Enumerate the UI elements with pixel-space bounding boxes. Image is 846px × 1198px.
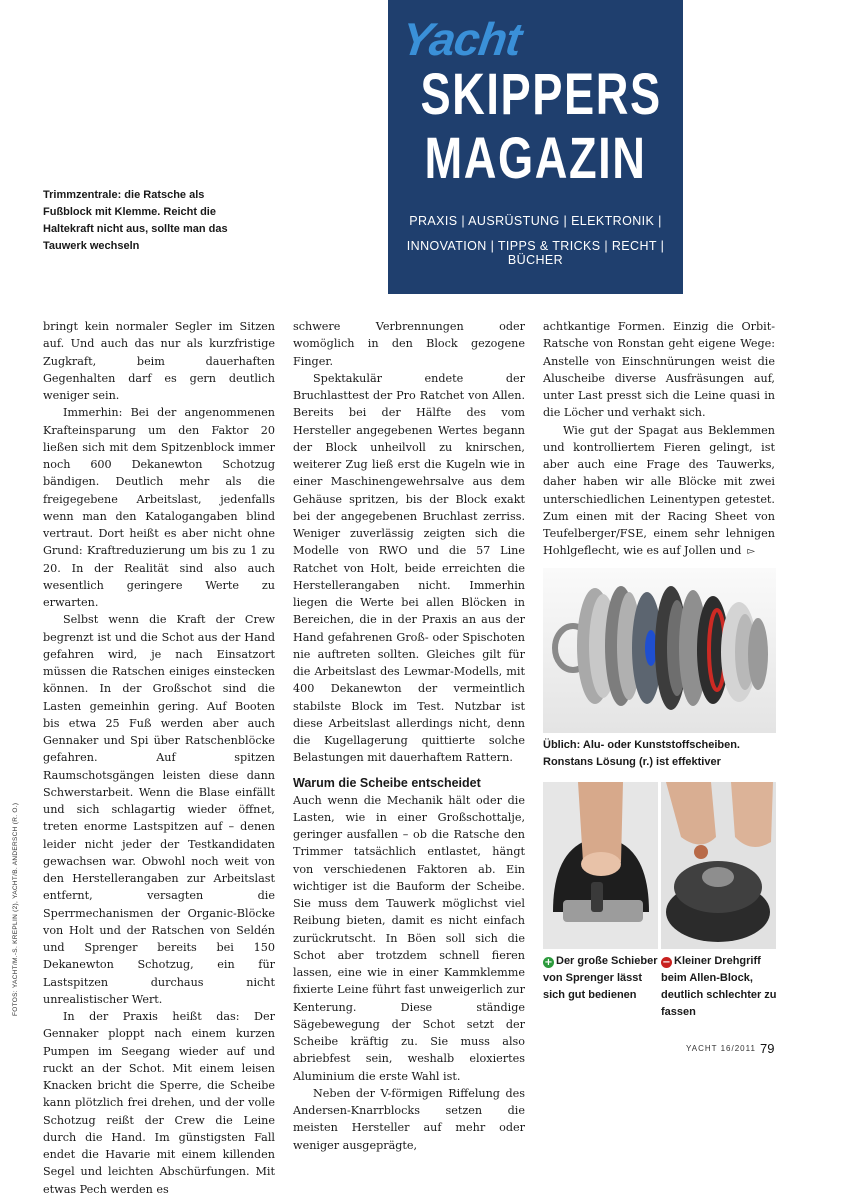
paragraph-text: Wie gut der Spagat aus Beklemmen und kontrolliertem Fieren gelingt, ist aber auch eine Frage des Tauwerks, daher haben wir alle Blöcke mit zwei unterschiedlichen Leinentypen getestet. Zum einen mit der Racing Sheet von Teufelberger/FSE, einem sehr lehnigen Hohlgeflecht, wie es auf Jollen und — [543, 423, 775, 558]
slider-illustration — [543, 782, 658, 949]
paragraph: Selbst wenn die Kraft der Crew begrenzt ist und die Schot aus der Hand gefahren wird, je nach Einsatzort müssen die Ratschen einiges einstecken können. In der Großschot sind die Lasten gemeinhin gering. Auf Booten bis etwa 25 Fuß werden aber auch Gennaker und Spi über Ratschenblöcke gefahren. Auf spitzen Raumschotsgängen leisten diese dann Schwerstarbeit. Wenn die Blase einfällt und sich schlagartig wieder öffnet, treten enorme Lastspitzen auf – denen leider nicht jeder der Testkandidaten gewachsen war. Obwohl noch weit von den Herstellerangaben zur Arbeitslast entfernt, versagten die Sperrmechanismen der Organic-Blöcke von Holt und der Ratschen von Seldén und Sprenger bereits bei 150 Dekanewton Schotzug, ein für Lastspitzen durchaus nicht unrealistischer Wert. — [43, 613, 275, 1006]
paragraph: Neben der V-förmigen Riffelung des Andersen-Knarrblocks setzen die meisten Hersteller auf mehr oder weniger ausgeprägte, — [293, 1086, 525, 1152]
continue-arrow-icon: ▻ — [747, 546, 756, 558]
section-heading: Warum die Scheibe entscheidet — [293, 775, 481, 790]
yacht-logo: Yacht — [398, 13, 525, 65]
caption-minus — [661, 953, 779, 1021]
magazine-masthead — [388, 0, 683, 294]
paragraph: schwere Verbrennungen oder womöglich in den Block gezogene Finger. — [293, 320, 525, 368]
caption-sheaves: Üblich: Alu- oder Kunststoffscheiben. Ronstans Lösung (r.) ist effektiver — [543, 739, 740, 768]
masthead-title-line2: MAGAZIN — [424, 126, 647, 191]
masthead-subtitle-line2: INNOVATION | TIPPS & TRICKS | RECHT | BÜCHER — [406, 239, 665, 267]
paragraph: In der Praxis heißt das: Der Gennaker ploppt nach einem kurzen Pumpen im Seegang wieder auf und ruckt an der Schot. Mit einem leisen Knacken bricht die Sperre, die Scheibe kann plötzlich frei drehen, und der volle Schotzug reißt der Crew die Leine durch die Hand. Im günstigsten Fall endet die Havarie mit einem killenden Segel und leichten Abschürfungen. Mit etwas Pech werden es — [43, 1010, 275, 1196]
caption-plus-text: Der große Schieber von Sprenger lässt sich gut bedienen — [543, 955, 658, 1001]
photo-sprenger-slider — [543, 782, 658, 949]
caption-top: Trimmzentrale: die Ratsche als Fußblock mit Klemme. Reicht die Haltekraft nicht aus, sollte man das Tauwerk wechseln — [43, 189, 228, 252]
photo-ratchet-sheaves — [543, 568, 776, 733]
caption-minus-text: Kleiner Drehgriff beim Allen-Block, deutlich schlechter zu fassen — [661, 955, 777, 1018]
minus-icon: − — [662, 957, 671, 968]
paragraph: achtkantige Formen. Einzig die Orbit-Ratsche von Ronstan geht eigene Wege: Anstelle von Einschnürungen weist die Aluscheibe diverse Ausfräsungen auf, unter Last presst sich die Leine quasi in die Löcher und verhakt sich. — [543, 320, 775, 420]
plus-icon: + — [544, 957, 553, 968]
paragraph — [543, 422, 775, 561]
footer-folio: YACHT 16/2011 — [686, 1044, 756, 1053]
text-column-2 — [293, 318, 525, 1154]
paragraph: bringt kein normaler Segler im Sitzen auf. Und auch das nur als kurzfristige Zugkraft, beim dauerhaften Gegenhalten darf es gern deutlich weniger sein. — [43, 320, 275, 402]
photo-allen-knob — [661, 782, 776, 949]
text-column-3 — [543, 318, 775, 561]
masthead-title-line1: SKIPPERS — [420, 62, 662, 127]
paragraph: Immerhin: Bei der angenommenen Krafteinsparung um den Faktor 20 ließen sich mit dem Spitzenblock immer noch 600 Dekanewton Schotzug bändigen. Deutlich mehr als die freigegebene Arbeitslast, jedenfalls wenn man den Katalogangaben blind vertraut. Dort heißt es aber nicht ohne Grund: Kraftreduzierung um bis zu 1 zu 20. In der Realität sind also auch wesentlich geringere Werte zu erwarten. — [43, 406, 275, 609]
sheaves-illustration — [543, 568, 776, 733]
caption-plus — [543, 953, 658, 1004]
page-number: 79 — [760, 1041, 775, 1056]
text-column-1 — [43, 318, 275, 1198]
paragraph: Spektakulär endete der Bruchlasttest der Pro Ratchet von Allen. Bereits bei der Hälfte des vom Hersteller angegebenen Wertes begann der Block unheilvoll zu knirschen, weiterer Zug ließ erst die Kugeln wie in einer Maschinengewehrsalve aus dem Gehäuse spritzen, bis der Block exakt bei der angegebenen Bruchlast zerriss. Weniger zuverlässig zeigten sich die Modelle von RWO und die 57 Line Ratchet von Holt, beide erreichten die Herstellerangaben nicht. Immerhin liegen die Werte bei allen Blöcken in Bereichen, die in der Praxis an aus der Hand gefahrenen Groß- oder Spischoten nie auftreten sollten. Gleiches gilt für die Arbeitslast des Lewmar-Modells, mit 400 Dekanewton der vermeintlich stabilste Block im Test. Nutzbar ist diese Arbeitslast allerdings nicht, denn die Kugellagerung quittierte solche Belastungen mit dauerhaftem Rattern. — [293, 371, 525, 765]
knob-illustration — [661, 782, 776, 949]
paragraph: Auch wenn die Mechanik hält oder die Lasten, wie in einer Großschottalje, geringer ausfallen – ob die Ratsche den Trimmer tatsächlich entlastet, hängt von verschiedenen Faktoren ab. Ein wichtiger ist die Bauform der Scheibe. Sie muss dem Tauwerk möglichst viel Reibung bieten, damit es nicht einfach zurückrutscht. In Böen soll sich die Schot aber trotzdem schnell fieren lassen, eine wie in einer Kammklemme fixierte Leine führt fast unweigerlich zur Kenterung. Diese ständige Sägebewegung der Schot setzt der Scheibe kräftig zu. Sie muss also abriebfest sein, weshalb eloxiertes Aluminium die erste Wahl ist. — [293, 793, 525, 1083]
photo-credits: FOTOS: YACHT/M.-S. KREPLIN (2), YACHT/B. ANDERSCH (R. O.) — [12, 802, 19, 1016]
masthead-subtitle-line1: PRAXIS | AUSRÜSTUNG | ELEKTRONIK | — [409, 214, 662, 228]
